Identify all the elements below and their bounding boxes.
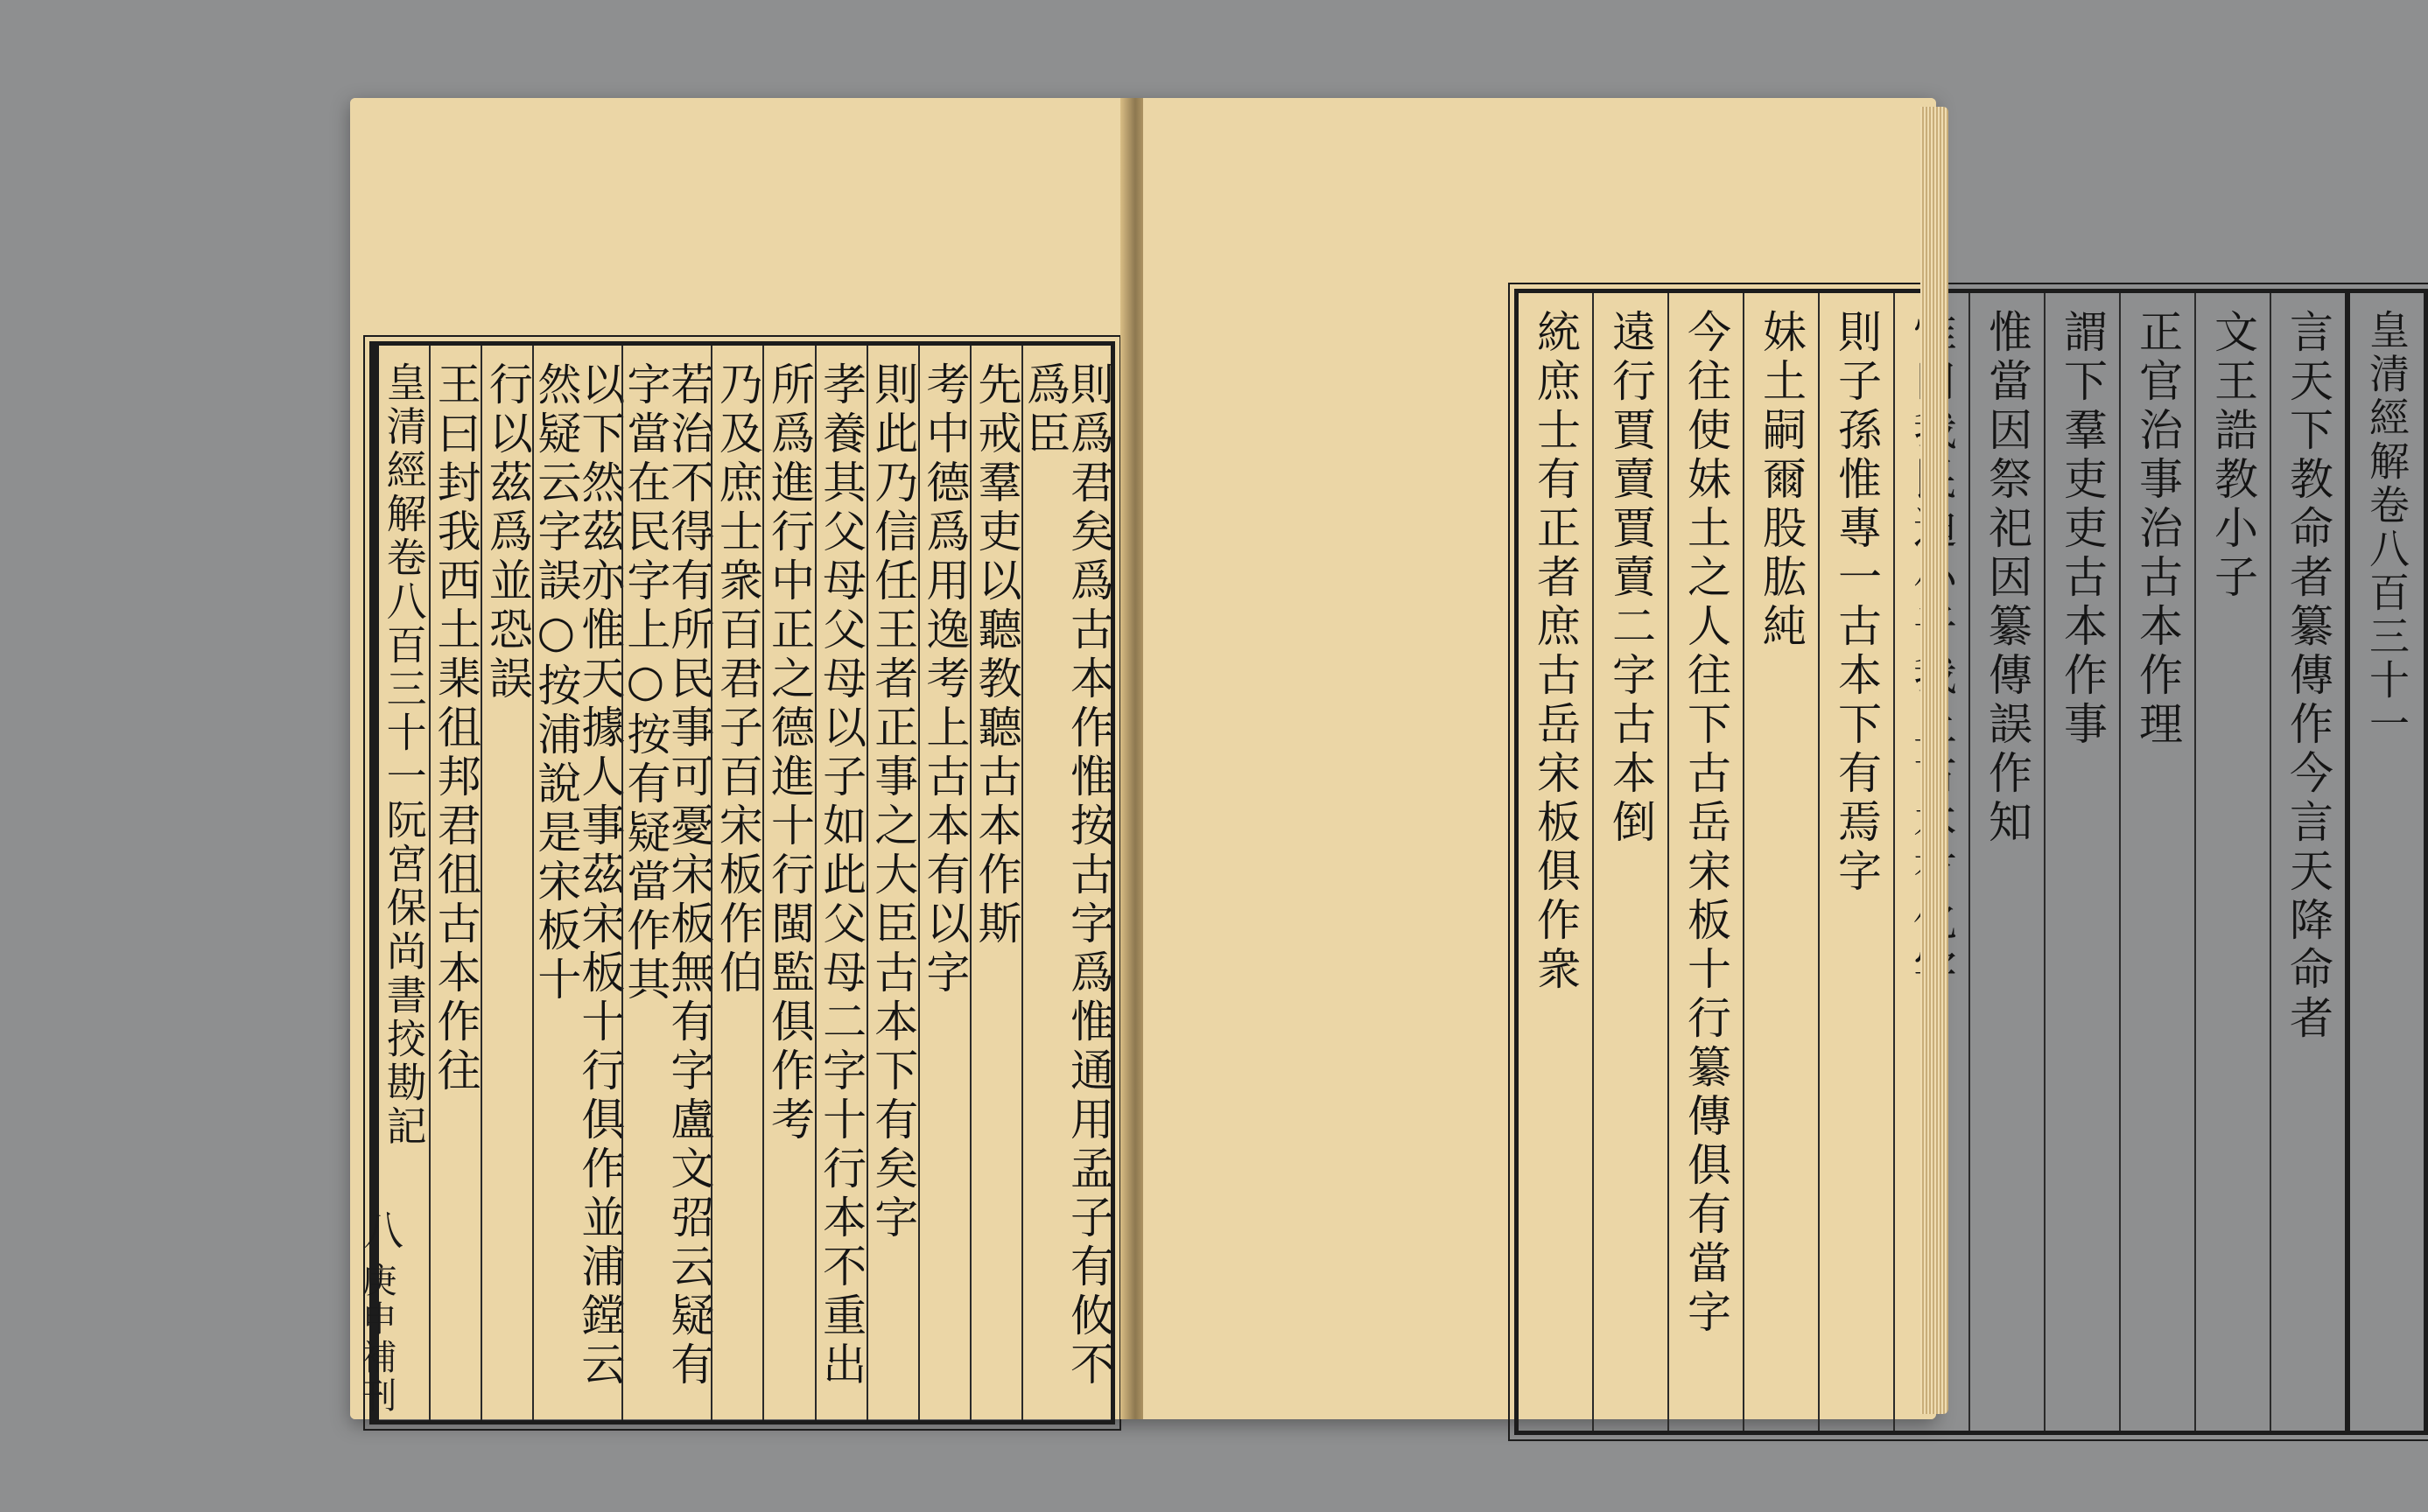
left-column-5: 孝養其父母父母以子如此父母二字十行本不重出 <box>815 346 867 1420</box>
recut-note: 庚申補刊 <box>356 1262 396 1416</box>
left-column-8: 若治不得有所民事可憂宋板無有字盧文弨云疑有字當在民字上○按有疑當作其 <box>621 346 711 1420</box>
right-column-1: 言天下教命者纂傳作今言天降命者 <box>2270 293 2345 1431</box>
open-book <box>350 98 2410 1419</box>
left-column-6: 所爲進行中正之德進十行閩監俱作考 <box>762 346 814 1420</box>
left-banxin: 皇清經解卷八百三十一阮宮保尚書挍勘記 <box>374 346 429 1420</box>
folio-number: 八 <box>357 1209 404 1253</box>
right-text-frame <box>1514 289 2428 1435</box>
left-column-10: 行以茲爲並恐誤 <box>481 346 532 1420</box>
left-column-3: 考中德爲用逸考上古本有以字 <box>918 346 970 1420</box>
right-column-10: 遠行賈賣賈賣二字古本倒 <box>1592 293 1667 1431</box>
right-column-4: 謂下羣吏吏古本作事 <box>2044 293 2119 1431</box>
right-column-3: 正官治事治古本作理 <box>2119 293 2194 1431</box>
left-column-11: 王曰封我西土棐徂邦君徂古本作往 <box>429 346 481 1420</box>
right-column-8: 妹土嗣爾股肱純 <box>1743 293 1818 1431</box>
left-column-4: 則此乃信任王者正事之大臣古本下有矣字 <box>867 346 918 1420</box>
right-column-9: 今往使妹土之人往下古岳宋板十行纂傳俱有當字 <box>1667 293 1743 1431</box>
right-page <box>1143 98 2410 1419</box>
left-text-frame <box>369 341 1115 1424</box>
right-column-2: 文王誥教小子 <box>2194 293 2270 1431</box>
left-page <box>350 98 1127 1419</box>
left-column-9: 以下然茲亦惟天據人事茲宋板十行俱作並浦鏜云然疑云字誤○按浦說是宋板十 <box>532 346 621 1420</box>
right-column-11: 統庶士有正者庶古岳宋板俱作衆 <box>1530 309 1581 995</box>
left-column-2: 先戒羣吏以聽教聽古本作斯 <box>970 346 1021 1420</box>
right-column-5: 惟當因祭祀因纂傳誤作知 <box>1968 293 2044 1431</box>
right-column-7: 則子孫惟專一古本下有焉字 <box>1818 293 1893 1431</box>
left-column-1: 則爲君矣爲古本作惟按古字爲惟通用孟子有攸不爲臣 <box>1021 346 1111 1420</box>
left-column-7: 乃及庶士衆百君子百宋板作伯 <box>711 346 762 1420</box>
right-banxin: 皇清經解卷八百三十一 <box>2345 293 2424 1431</box>
page-edges <box>1920 107 1948 1414</box>
